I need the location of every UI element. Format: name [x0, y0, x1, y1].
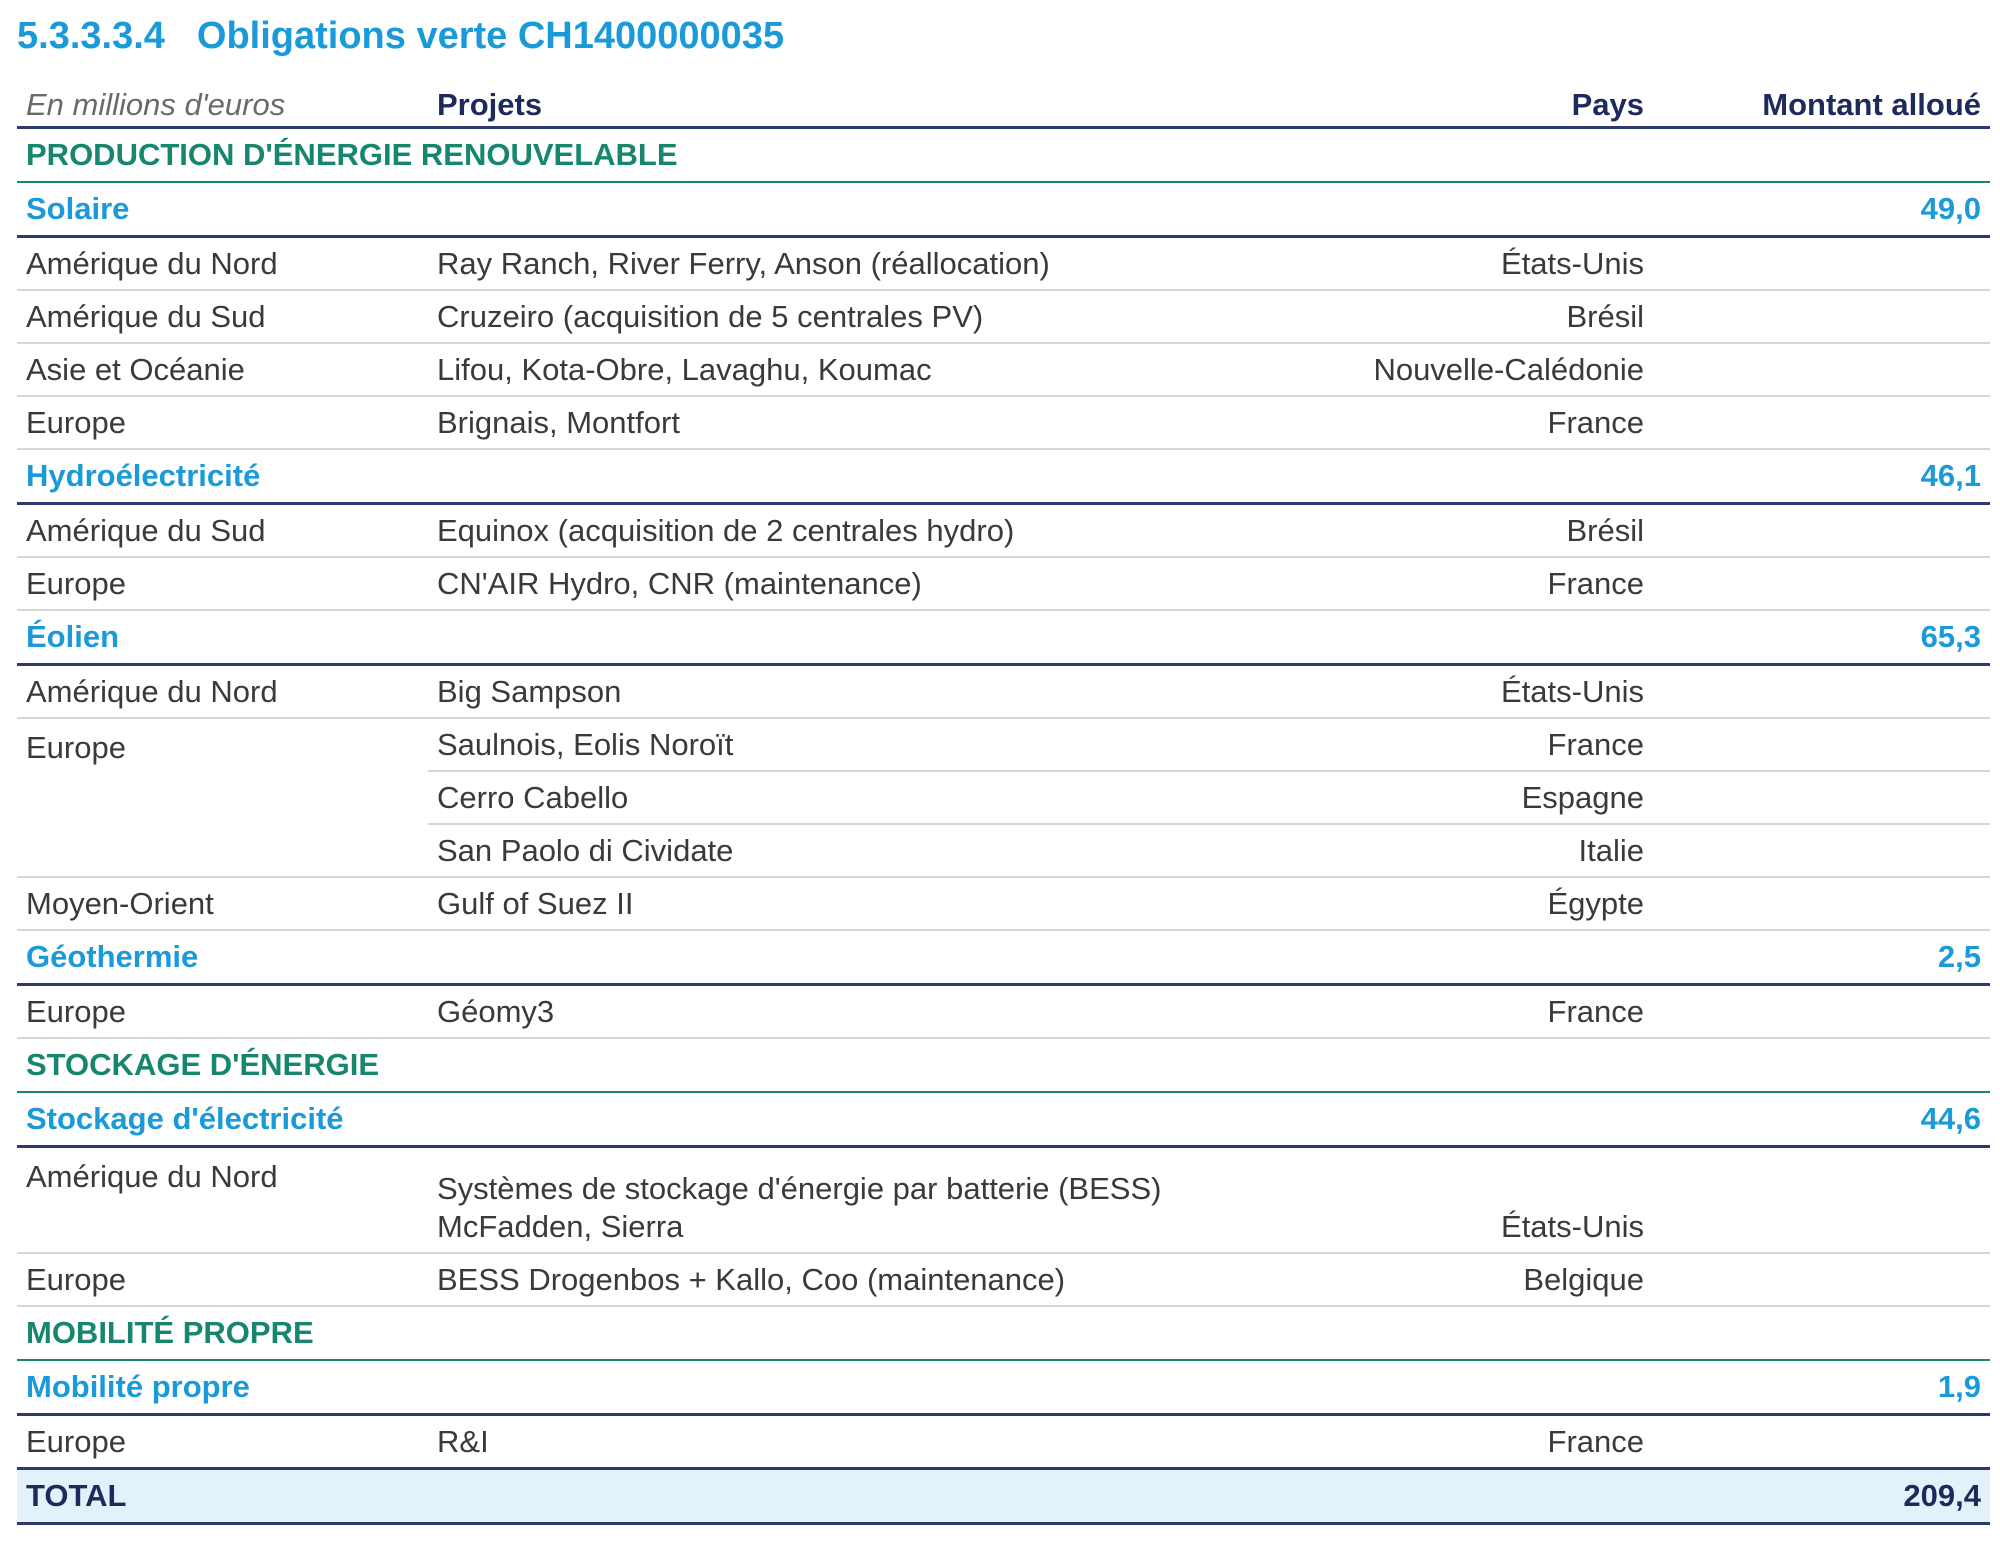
amount-header: Montant alloué	[1653, 78, 1990, 128]
category-row-solar	[17, 182, 1990, 237]
project-cell: Brignais, Montfort	[428, 396, 1103, 449]
table-row	[17, 557, 1990, 610]
table-row	[17, 290, 1990, 343]
project-cell: Gulf of Suez II	[428, 877, 1103, 930]
category-label: Stockage d'électricité	[17, 1092, 1653, 1147]
country-cell: États-Unis	[1103, 237, 1653, 291]
project-cell: Ray Ranch, River Ferry, Anson (réallocation)	[428, 237, 1103, 291]
table-header-row	[17, 78, 1990, 128]
country-cell: France	[1103, 985, 1653, 1039]
section-number: 5.3.3.3.4	[17, 14, 165, 57]
category-amount: 2,5	[1653, 930, 1990, 985]
category-amount: 1,9	[1653, 1360, 1990, 1415]
amount-cell	[1653, 343, 1990, 396]
project-line: McFadden, Sierra	[437, 1209, 684, 1244]
section-title: Obligations verte CH1400000035	[196, 14, 785, 57]
table-row	[17, 1147, 1990, 1254]
country-cell: Belgique	[1103, 1253, 1653, 1306]
green-bond-allocation-table	[17, 78, 1990, 1525]
total-label: TOTAL	[17, 1469, 1653, 1524]
table-row	[17, 396, 1990, 449]
amount-cell	[1653, 877, 1990, 930]
amount-cell	[1653, 985, 1990, 1039]
table-row	[17, 665, 1990, 719]
project-line: Systèmes de stockage d'énergie par batterie (BESS)	[437, 1171, 1162, 1206]
region-cell: Amérique du Sud	[17, 504, 428, 558]
region-cell: Amérique du Nord	[17, 665, 428, 719]
region-cell: Europe	[17, 985, 428, 1039]
section-row-clean-mobility	[17, 1306, 1990, 1360]
category-row-hydro	[17, 449, 1990, 504]
project-cell: Cruzeiro (acquisition de 5 centrales PV)	[428, 290, 1103, 343]
project-cell: CN'AIR Hydro, CNR (maintenance)	[428, 557, 1103, 610]
country-cell: France	[1103, 718, 1653, 771]
section-label: PRODUCTION D'ÉNERGIE RENOUVELABLE	[17, 128, 1990, 183]
region-cell: Europe	[17, 1415, 428, 1469]
country-cell: France	[1103, 1415, 1653, 1469]
amount-cell	[1653, 1253, 1990, 1306]
table-row	[17, 504, 1990, 558]
project-cell: San Paolo di Cividate	[428, 824, 1103, 877]
region-cell: Europe	[17, 557, 428, 610]
table-row	[17, 237, 1990, 291]
total-amount: 209,4	[1653, 1469, 1990, 1524]
region-cell: Amérique du Nord	[17, 1147, 428, 1254]
category-label: Mobilité propre	[17, 1360, 1653, 1415]
region-cell: Europe	[17, 718, 428, 877]
country-cell: Espagne	[1103, 771, 1653, 824]
table-row	[17, 1253, 1990, 1306]
table-row	[17, 343, 1990, 396]
region-cell: Amérique du Nord	[17, 237, 428, 291]
amount-cell	[1653, 237, 1990, 291]
category-amount: 44,6	[1653, 1092, 1990, 1147]
section-row-energy-storage	[17, 1038, 1990, 1092]
table-row	[17, 1415, 1990, 1469]
country-cell: États-Unis	[1103, 1147, 1653, 1254]
category-amount: 49,0	[1653, 182, 1990, 237]
project-cell: BESS Drogenbos + Kallo, Coo (maintenance)	[428, 1253, 1103, 1306]
category-row-clean-mobility	[17, 1360, 1990, 1415]
region-cell: Asie et Océanie	[17, 343, 428, 396]
section-label: MOBILITÉ PROPRE	[17, 1306, 1990, 1360]
page-title	[17, 8, 784, 64]
country-cell: France	[1103, 396, 1653, 449]
country-cell: Italie	[1103, 824, 1653, 877]
country-cell: Égypte	[1103, 877, 1653, 930]
region-cell: Europe	[17, 396, 428, 449]
category-label: Géothermie	[17, 930, 1653, 985]
project-cell: Géomy3	[428, 985, 1103, 1039]
amount-cell	[1653, 504, 1990, 558]
category-row-electricity-storage	[17, 1092, 1990, 1147]
region-cell: Amérique du Sud	[17, 290, 428, 343]
amount-cell	[1653, 665, 1990, 719]
projects-header: Projets	[428, 78, 1103, 128]
amount-cell	[1653, 1415, 1990, 1469]
region-cell: Moyen-Orient	[17, 877, 428, 930]
amount-cell	[1653, 824, 1990, 877]
category-row-geothermal	[17, 930, 1990, 985]
region-cell: Europe	[17, 1253, 428, 1306]
table-row	[17, 718, 1990, 771]
country-cell: France	[1103, 557, 1653, 610]
section-row-renewable-production	[17, 128, 1990, 183]
amount-cell	[1653, 290, 1990, 343]
project-cell	[428, 1147, 1162, 1254]
category-amount: 65,3	[1653, 610, 1990, 665]
unit-header: En millions d'euros	[17, 78, 428, 128]
project-cell: Saulnois, Eolis Noroït	[428, 718, 1103, 771]
project-cell: Equinox (acquisition de 2 centrales hydro)	[428, 504, 1103, 558]
country-cell: Brésil	[1103, 290, 1653, 343]
table-row	[17, 877, 1990, 930]
category-label: Solaire	[17, 182, 1653, 237]
amount-cell	[1653, 771, 1990, 824]
country-header: Pays	[1103, 78, 1653, 128]
amount-cell	[1653, 396, 1990, 449]
section-label: STOCKAGE D'ÉNERGIE	[17, 1038, 1990, 1092]
amount-cell	[1653, 718, 1990, 771]
table-row	[17, 985, 1990, 1039]
amount-cell	[1653, 1147, 1990, 1254]
project-cell: R&I	[428, 1415, 1103, 1469]
country-cell: États-Unis	[1103, 665, 1653, 719]
project-cell: Big Sampson	[428, 665, 1103, 719]
project-cell: Lifou, Kota-Obre, Lavaghu, Koumac	[428, 343, 1103, 396]
amount-cell	[1653, 557, 1990, 610]
country-cell: Nouvelle-Calédonie	[1103, 343, 1653, 396]
category-label: Hydroélectricité	[17, 449, 1653, 504]
total-row	[17, 1469, 1990, 1524]
category-label: Éolien	[17, 610, 1653, 665]
country-cell: Brésil	[1103, 504, 1653, 558]
category-amount: 46,1	[1653, 449, 1990, 504]
category-row-wind	[17, 610, 1990, 665]
project-cell: Cerro Cabello	[428, 771, 1103, 824]
